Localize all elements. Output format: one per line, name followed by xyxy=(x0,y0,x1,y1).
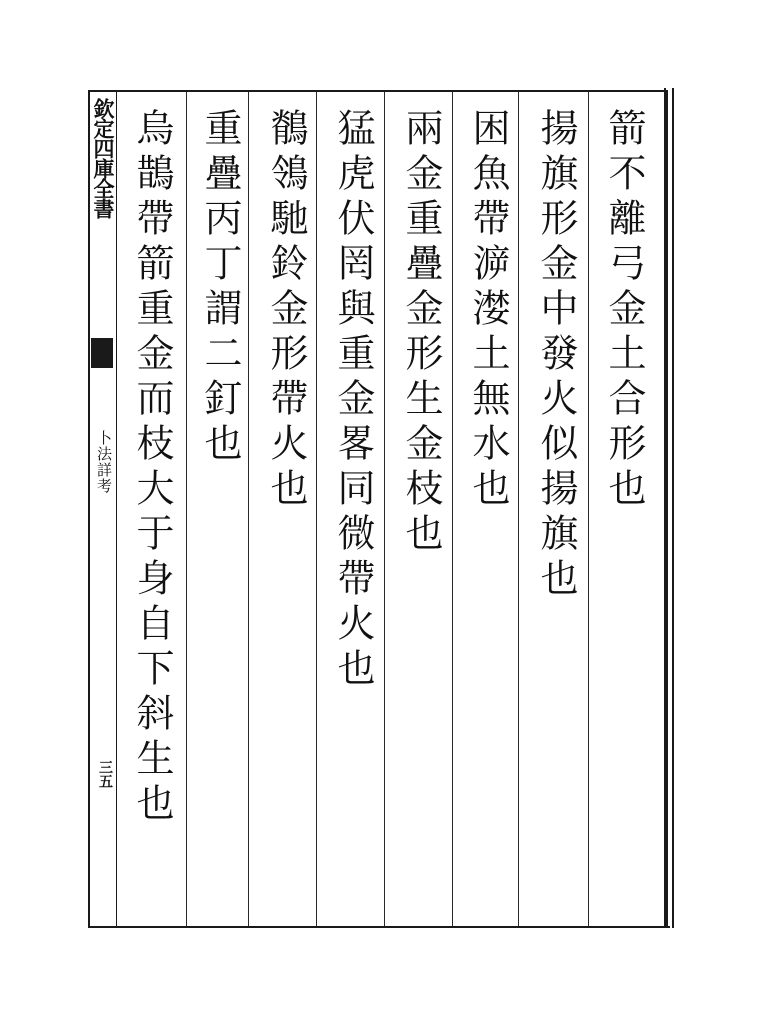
text-column-7: 重疊丙丁謂二釘也 xyxy=(198,108,242,468)
fish-tail-mark xyxy=(91,338,113,368)
text-column-4: 兩金重疊金形生金枝也 xyxy=(399,108,443,558)
text-column-1: 箭不離弓金土合形也 xyxy=(602,108,646,513)
outer-border-right xyxy=(664,88,674,928)
text-column-6: 鶺鴒馳鈴金形帶火也 xyxy=(264,108,308,513)
column-rule xyxy=(384,92,385,926)
text-column-8: 烏鵲帶箭重金而枝大于身自下斜生也 xyxy=(130,108,174,828)
margin-section-title: 卜法詳考 xyxy=(95,430,113,494)
column-rule xyxy=(588,92,589,926)
outer-border-bottom xyxy=(88,926,670,932)
text-column-5: 猛虎伏罔與重金畧同微帶火也 xyxy=(331,108,375,693)
margin-title: 欽定四庫全書 xyxy=(91,98,116,218)
text-column-3: 困魚帶㴑漤土無水也 xyxy=(466,108,510,513)
column-rule xyxy=(452,92,453,926)
column-rule xyxy=(248,92,249,926)
margin-page-number: 三五 xyxy=(97,760,113,788)
column-rule xyxy=(316,92,317,926)
text-column-2: 揚旗形金中發火似揚旗也 xyxy=(534,108,578,603)
column-rule xyxy=(186,92,187,926)
column-rule xyxy=(518,92,519,926)
